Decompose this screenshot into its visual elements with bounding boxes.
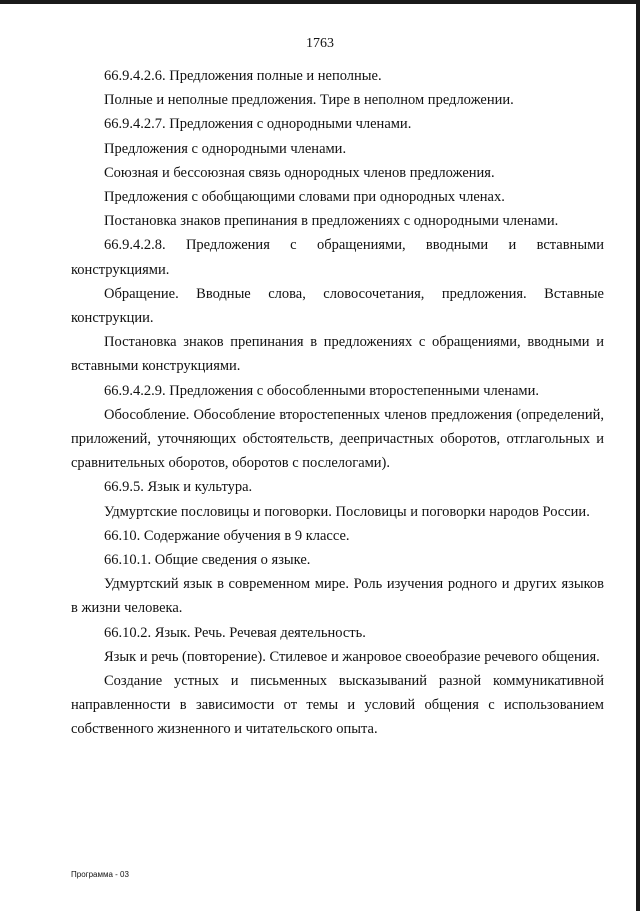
paragraph: Полные и неполные предложения. Тире в неполном предложении.: [104, 92, 514, 109]
page-number: 1763: [306, 36, 334, 51]
paragraph: Удмуртский язык в современном мире. Роль изучения родного и других языков в жизни человека.: [71, 576, 604, 617]
paragraph: Постановка знаков препинания в предложениях с однородными членами.: [104, 213, 559, 230]
section-heading-66-10-1: 66.10.1. Общие сведения о языке.: [104, 552, 311, 569]
section-heading-66-9-5: 66.9.5. Язык и культура.: [104, 479, 253, 496]
paragraph: Предложения с обобщающими словами при однородных членах.: [104, 189, 505, 206]
paragraph: Постановка знаков препинания в предложениях с обращениями, вводными и вставными конструкциями.: [71, 334, 604, 375]
scan-border-top: [0, 0, 640, 4]
scan-border-right: [636, 0, 640, 911]
paragraph: Союзная и бессоюзная связь однородных членов предложения.: [104, 164, 495, 181]
section-heading-66-9-4-2-9: 66.9.4.2.9. Предложения с обособленными второстепенными членами.: [104, 382, 539, 399]
section-heading-66-9-4-2-8: 66.9.4.2.8. Предложения с обращениями, вводными и вставными конструкциями.: [71, 237, 604, 278]
paragraph: Язык и речь (повторение). Стилевое и жанровое своеобразие речевого общения.: [104, 648, 600, 665]
paragraph: Обособление. Обособление второстепенных членов предложения (определений, приложений, уточняющих обстоятельств, деепричастных оборотов, отглагольных и сравнительных оборотов, оборотов с послелогами).: [71, 406, 604, 472]
paragraph: Создание устных и письменных высказываний разной коммуникативной направленности в зависимости от темы и условий общения с использованием собственного жизненного и читательского опыта.: [71, 673, 604, 738]
section-heading-66-10: 66.10. Содержание обучения в 9 классе.: [104, 527, 350, 544]
document-body: [71, 64, 604, 742]
section-heading-66-10-2: 66.10.2. Язык. Речь. Речевая деятельность.: [104, 624, 366, 641]
footer-program-label: Программа - 03: [71, 870, 129, 879]
paragraph: Удмуртские пословицы и поговорки. Пословицы и поговорки народов России.: [104, 503, 590, 520]
paragraph: Обращение. Вводные слова, словосочетания, предложения. Вставные конструкции.: [71, 285, 604, 327]
section-heading-66-9-4-2-7: 66.9.4.2.7. Предложения с однородными членами.: [104, 116, 412, 133]
section-heading-66-9-4-2-6: 66.9.4.2.6. Предложения полные и неполные.: [104, 68, 382, 84]
paragraph: Предложения с однородными членами.: [104, 140, 347, 157]
